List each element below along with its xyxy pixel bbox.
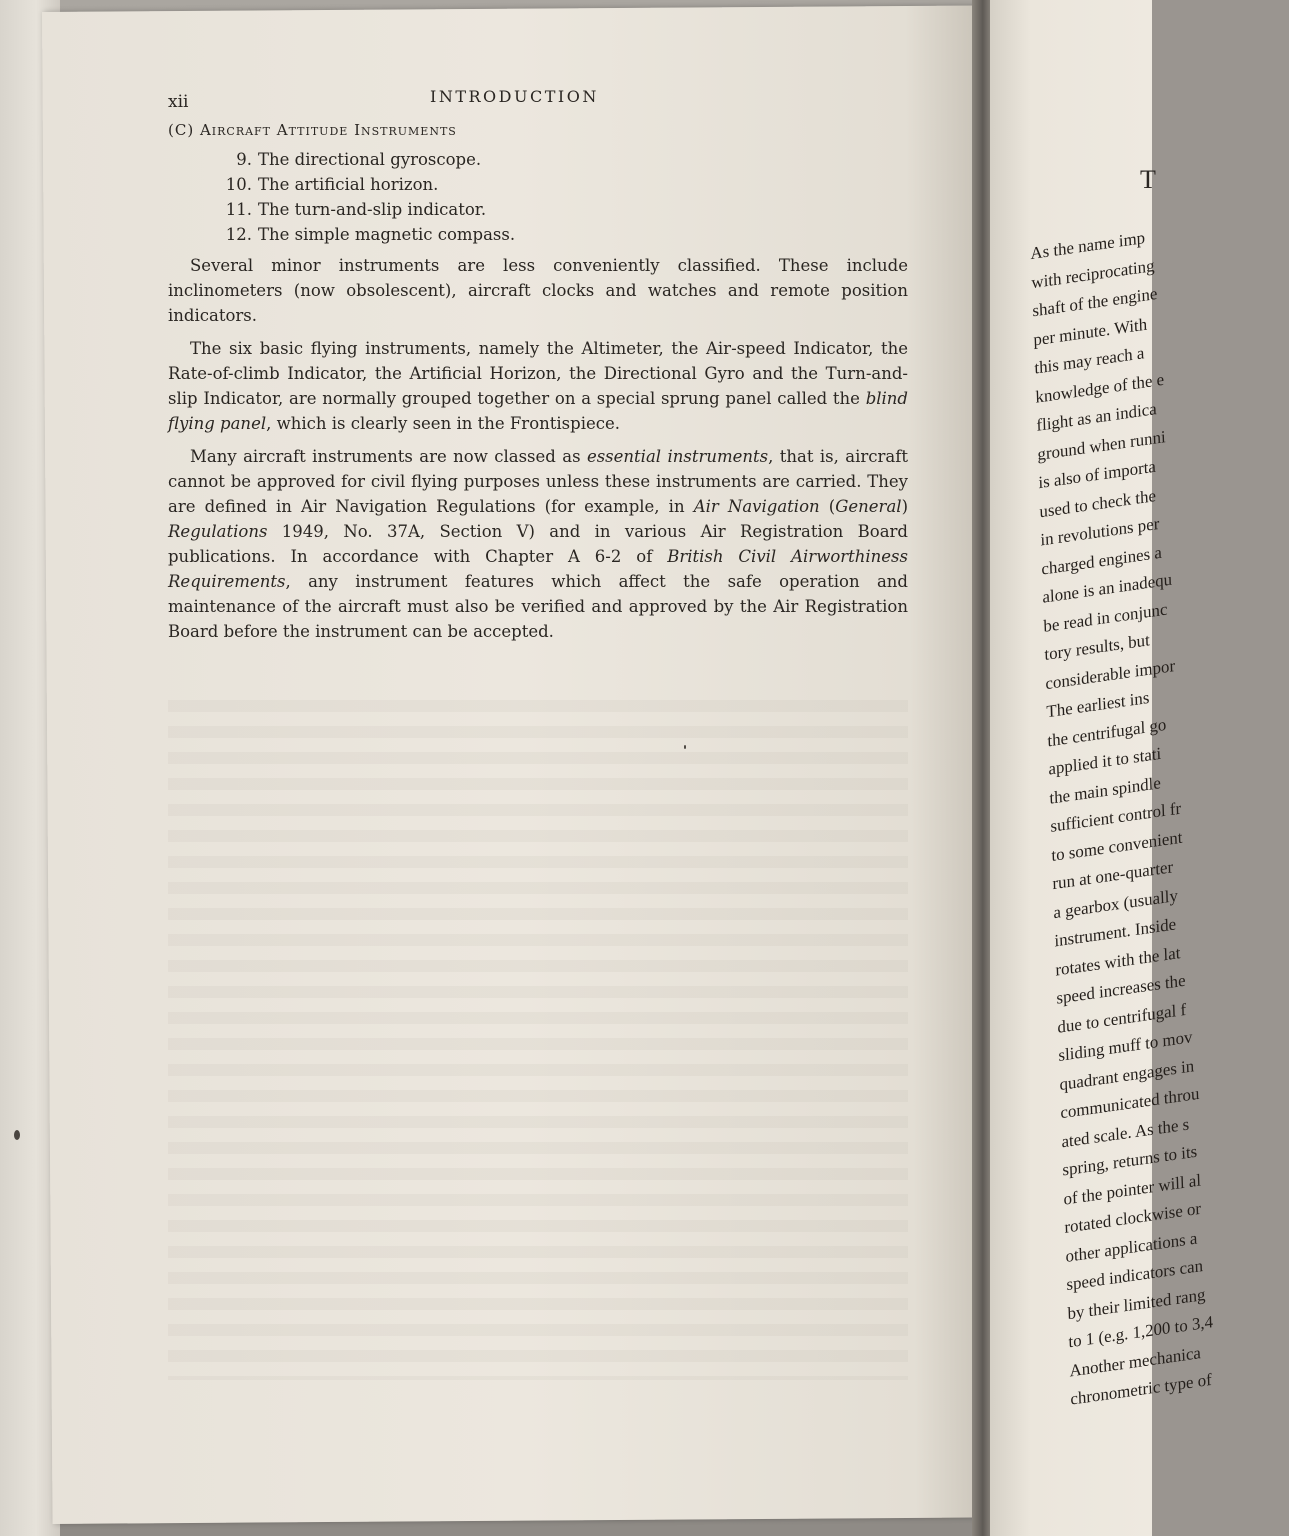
text-line: knowledge of the e xyxy=(1035,369,1165,407)
list-text: The artificial horizon. xyxy=(258,175,439,194)
section-heading: (C) Aircraft Attitude Instruments xyxy=(168,121,457,139)
text-run: The six basic flying instruments, namely the Altimeter, the Air-speed Indicator, the Rate-of-climb Indicator, the Artificial Horizon, the Directional Gyro and the Turn-and-slip Indicator, are normally grouped together on a special sprung panel called the xyxy=(168,339,908,408)
text-line: this may reach a xyxy=(1034,343,1145,378)
italic-title: British Civil Airworthiness Requirements xyxy=(168,547,908,591)
paragraph-basic-instruments xyxy=(168,336,908,436)
text-line: to 1 (e.g. 1,200 to 3,4 xyxy=(1068,1312,1214,1352)
text-line: flight as an indica xyxy=(1036,398,1157,435)
text-line: sliding muff to mov xyxy=(1058,1027,1193,1066)
list-item xyxy=(168,222,908,247)
text-run: ( xyxy=(819,497,836,516)
right-page-text xyxy=(1030,209,1289,1414)
text-line: quadrant engages in xyxy=(1059,1055,1195,1094)
list-item xyxy=(168,172,908,197)
left-page-content xyxy=(168,84,908,652)
paper-speck xyxy=(684,745,686,749)
text-line: a gearbox (usually xyxy=(1053,885,1179,922)
text-line: Another mechanica xyxy=(1069,1342,1202,1381)
list-number: 12. xyxy=(225,225,252,244)
text-line: rotated clockwise or xyxy=(1064,1198,1202,1237)
list-item xyxy=(168,147,908,172)
text-line: As the name imp xyxy=(1030,227,1146,264)
text-line: be read in conjunc xyxy=(1043,598,1168,636)
text-line: communicated throu xyxy=(1060,1083,1200,1123)
text-line: chronometric type of xyxy=(1070,1369,1212,1409)
text-line: speed indicators can xyxy=(1066,1255,1204,1295)
text-line: other applications a xyxy=(1065,1227,1198,1266)
show-through-text xyxy=(168,700,908,1380)
text-line: of the pointer will al xyxy=(1063,1169,1202,1209)
text-line: ated scale. As the s xyxy=(1061,1113,1190,1151)
list-number: 11. xyxy=(225,200,252,219)
text-line: with reciprocating xyxy=(1031,255,1155,292)
text-line: applied it to stati xyxy=(1048,743,1162,779)
italic-term: essential instruments xyxy=(586,447,769,466)
text-line: sufficient control fr xyxy=(1050,798,1182,836)
text-line: the centrifugal go xyxy=(1047,714,1167,750)
text-line: the main spindle xyxy=(1049,772,1162,808)
text-line: due to centrifugal f xyxy=(1057,999,1187,1037)
text-line: alone is an inadequ xyxy=(1042,569,1173,607)
text-run: , which is clearly seen in the Frontispiece. xyxy=(266,414,620,433)
text-line: The earliest ins xyxy=(1046,687,1150,722)
running-header-title: INTRODUCTION xyxy=(430,87,599,106)
text-line: is also of importa xyxy=(1038,456,1157,493)
text-line: in revolutions per xyxy=(1040,513,1160,550)
text-line: rotates with the lat xyxy=(1055,942,1181,980)
text-line: per minute. With xyxy=(1033,313,1148,350)
italic-term: blind flying panel xyxy=(168,389,908,433)
text-line: to some convenient xyxy=(1051,827,1183,865)
text-run: Many aircraft instruments are now classed as xyxy=(190,447,587,466)
text-run: 1949, No. 37A, Section V) and in various Air Registration Board publications. In accordance with Chapter A 6-2 of xyxy=(168,522,908,566)
list-text: The simple magnetic compass. xyxy=(258,225,516,244)
text-line: run at one-quarter xyxy=(1052,857,1174,894)
text-line: instrument. Inside xyxy=(1054,914,1177,951)
list-text: The turn-and-slip indicator. xyxy=(258,200,487,219)
list-number: 10. xyxy=(225,175,252,194)
page-number: xii xyxy=(168,92,189,112)
text-run: ) xyxy=(901,497,908,516)
italic-title: Regulations xyxy=(168,522,268,541)
text-line: ground when runni xyxy=(1037,426,1166,464)
italic-title: Air Navigation xyxy=(693,497,820,516)
right-page-header: T xyxy=(1140,165,1156,194)
list-number: 9. xyxy=(236,150,252,169)
text-line: tory results, but xyxy=(1044,630,1151,665)
text-line: spring, returns to its xyxy=(1062,1141,1198,1180)
paragraph-minor-instruments: Several minor instruments are less conveniently classified. These include inclinometers (now obsolescent), aircraft clocks and watches and remote position indicators. xyxy=(168,256,908,325)
paper-speck xyxy=(14,1130,20,1140)
text-line: shaft of the engine xyxy=(1032,283,1158,321)
italic-title: General xyxy=(835,497,902,516)
text-run: , any instrument features which affect the safe operation and maintenance of the aircraft must also be verified and approved by the Air Registration Board before the instrument can be accepted. xyxy=(168,572,908,641)
text-line: used to check the xyxy=(1039,485,1157,521)
text-line: by their limited rang xyxy=(1067,1284,1206,1323)
paragraph-essential-instruments xyxy=(168,444,908,644)
text-run: , that is, aircraft cannot be approved for civil flying purposes unless these instruments are carried. They are defined in Air Navigation Regulations (for example, in xyxy=(168,447,908,516)
text-line: considerable impor xyxy=(1045,655,1176,693)
instrument-list xyxy=(168,147,908,247)
list-item xyxy=(168,197,908,222)
list-text: The directional gyroscope. xyxy=(258,150,482,169)
text-line: speed increases the xyxy=(1056,970,1186,1008)
text-line: charged engines a xyxy=(1041,542,1163,579)
running-head xyxy=(168,84,908,112)
